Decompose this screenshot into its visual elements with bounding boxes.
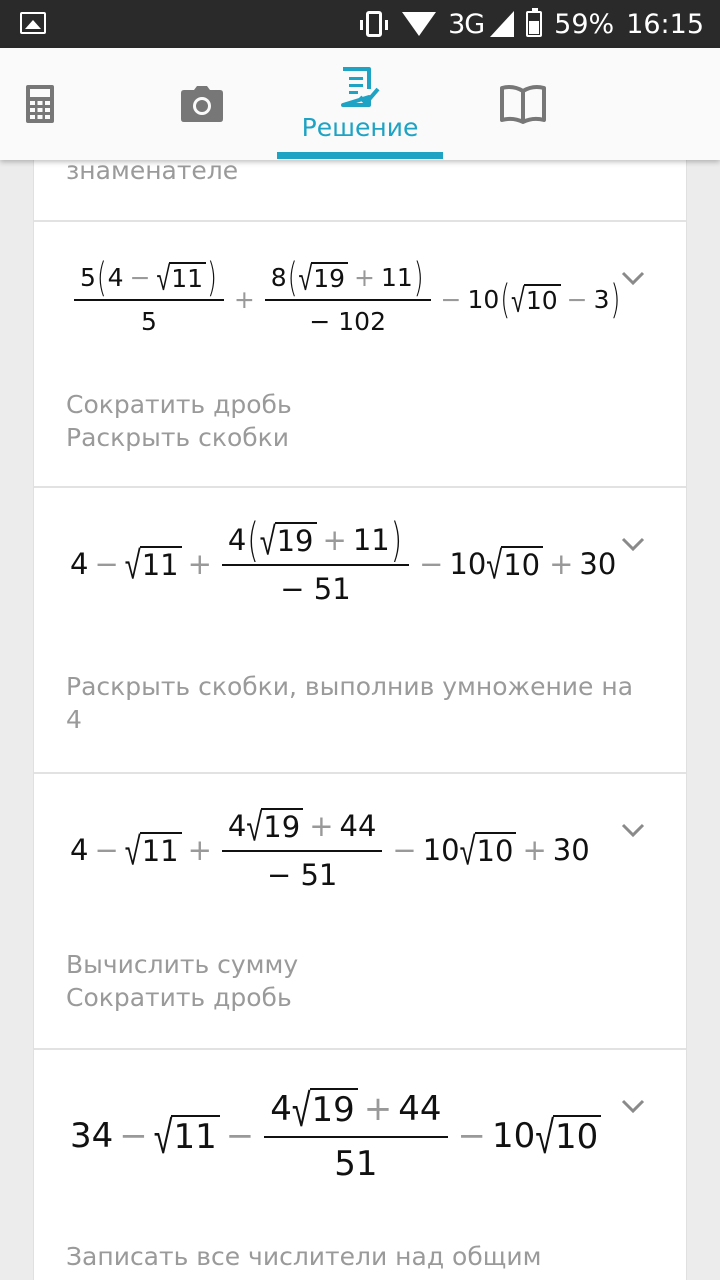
math-operator: +	[322, 523, 347, 557]
solution-step-3[interactable]	[34, 774, 687, 1048]
math-expression: 4 − √ 11 + 4 ( √ 19 + 11 ) − 51 − 10 √ 10 + 30	[70, 512, 617, 606]
step-description	[66, 948, 656, 1014]
math-token: 34	[70, 1116, 114, 1156]
step-description-line: Раскрыть скобки	[66, 423, 289, 452]
math-token: 10	[501, 546, 543, 582]
math-operator: +	[522, 833, 547, 867]
vibrate-icon	[366, 11, 382, 37]
math-token: 19	[275, 522, 317, 558]
math-operator: −	[419, 547, 444, 581]
math-token: 4	[227, 523, 247, 557]
math-operator: −	[566, 284, 588, 314]
math-operator: −	[225, 1116, 255, 1156]
math-operator: +	[187, 833, 212, 867]
tab-calculator[interactable]	[0, 48, 80, 160]
math-token: 10	[524, 284, 561, 315]
math-token: 10	[467, 284, 500, 314]
math-token: 11	[352, 523, 390, 557]
chevron-down-icon[interactable]	[620, 816, 646, 842]
math-operator: −	[129, 263, 151, 292]
calculator-icon	[25, 84, 55, 124]
tab-book[interactable]	[450, 48, 595, 160]
step-description-line: Сократить дробь	[66, 390, 292, 419]
fraction: 4 √ 19 + 44 − 51	[222, 808, 383, 892]
math-token: 8	[270, 263, 287, 292]
tab-bar	[0, 48, 720, 160]
step-description: Записать все числители над общим	[66, 1242, 542, 1271]
math-token: 30	[579, 547, 617, 581]
math-token: − 51	[266, 858, 338, 892]
battery-percent: 59%	[554, 8, 615, 40]
step-description-line: Сократить дробь	[66, 983, 292, 1012]
math-token: 51	[334, 1144, 378, 1184]
fraction: 8 ( √ 19 + 11 ) − 102	[265, 262, 431, 336]
math-token: 11	[140, 832, 182, 868]
solution-step-1[interactable]	[34, 222, 687, 486]
clock: 16:15	[626, 8, 704, 40]
network-type: 3G	[448, 8, 485, 40]
math-token: 4	[270, 1089, 292, 1129]
math-token: − 51	[280, 572, 351, 606]
math-token: 5	[140, 307, 157, 336]
tab-camera[interactable]	[120, 48, 284, 160]
math-operator: +	[187, 547, 212, 581]
fraction: 4 ( √ 19 + 11 ) − 51	[222, 522, 409, 606]
math-expression: 4 − √ 11 + 4 √ 19 + 44 − 51 − 10 √ 10 + 30	[70, 804, 590, 892]
signal-icon	[490, 11, 514, 37]
math-token: 19	[310, 1088, 358, 1130]
tab-solution-label: Решение	[301, 112, 419, 142]
fraction: 5 ( 4 − √ 11 ) 5	[74, 262, 224, 336]
math-operator: −	[119, 1116, 148, 1156]
active-tab-indicator	[277, 152, 443, 159]
math-token: 10	[449, 547, 487, 581]
solution-icon	[340, 67, 380, 109]
math-token: 11	[380, 263, 413, 292]
math-operator: −	[94, 547, 119, 581]
math-token: 10	[475, 832, 517, 868]
math-operator: +	[309, 809, 334, 843]
chevron-down-icon[interactable]	[620, 1092, 646, 1118]
math-token: 19	[261, 808, 303, 844]
math-token: 10	[492, 1116, 536, 1156]
step-description: Раскрыть скобки, выполнив умножение на 4	[66, 672, 634, 734]
step-description: знаменателе	[66, 160, 239, 185]
math-token: 3	[593, 284, 610, 314]
chevron-down-icon[interactable]	[620, 264, 646, 290]
math-expression: 5 ( 4 − √ 11 ) 5 + 8 ( √ 19 + 11 ) − 102 − 10 ( √ 10 − 3 )	[70, 262, 621, 336]
math-operator: −	[440, 284, 462, 314]
book-icon	[500, 84, 546, 124]
solution-steps	[33, 160, 687, 1280]
math-token: − 102	[309, 307, 386, 336]
math-token: 11	[171, 1115, 219, 1157]
math-token: 44	[398, 1089, 442, 1129]
chevron-down-icon[interactable]	[620, 530, 646, 556]
math-expression: 34 − √ 11 − 4 √ 19 + 44 51 − 10 √ 10	[70, 1088, 601, 1184]
math-token: 4	[107, 263, 124, 292]
math-token: 5	[80, 263, 96, 292]
math-operator: −	[392, 833, 417, 867]
math-token: 11	[140, 546, 182, 582]
status-bar	[0, 0, 720, 48]
step-description	[66, 388, 656, 454]
math-token: 11	[169, 262, 206, 293]
fraction: 4 √ 19 + 44 51	[264, 1088, 447, 1184]
solution-step-2[interactable]	[34, 488, 687, 772]
math-token: 4	[227, 809, 247, 843]
solution-step-4[interactable]	[34, 1050, 687, 1280]
step-description-line: Вычислить сумму	[66, 950, 299, 979]
math-token: 44	[339, 809, 377, 843]
math-token: 10	[422, 833, 460, 867]
math-token: 4	[70, 547, 89, 581]
math-token: 30	[552, 833, 590, 867]
math-operator: −	[94, 833, 119, 867]
math-token: 19	[311, 262, 348, 293]
math-token: 10	[553, 1115, 601, 1157]
math-operator: +	[354, 263, 375, 292]
image-notification-icon	[20, 12, 46, 34]
tab-solution[interactable]	[277, 48, 443, 160]
math-operator: +	[363, 1089, 393, 1129]
math-token: 4	[70, 833, 89, 867]
battery-icon	[526, 11, 542, 37]
wifi-icon	[402, 12, 436, 36]
camera-icon	[181, 86, 223, 122]
math-operator: −	[457, 1116, 487, 1156]
math-operator: +	[549, 547, 574, 581]
math-operator: +	[233, 284, 255, 314]
